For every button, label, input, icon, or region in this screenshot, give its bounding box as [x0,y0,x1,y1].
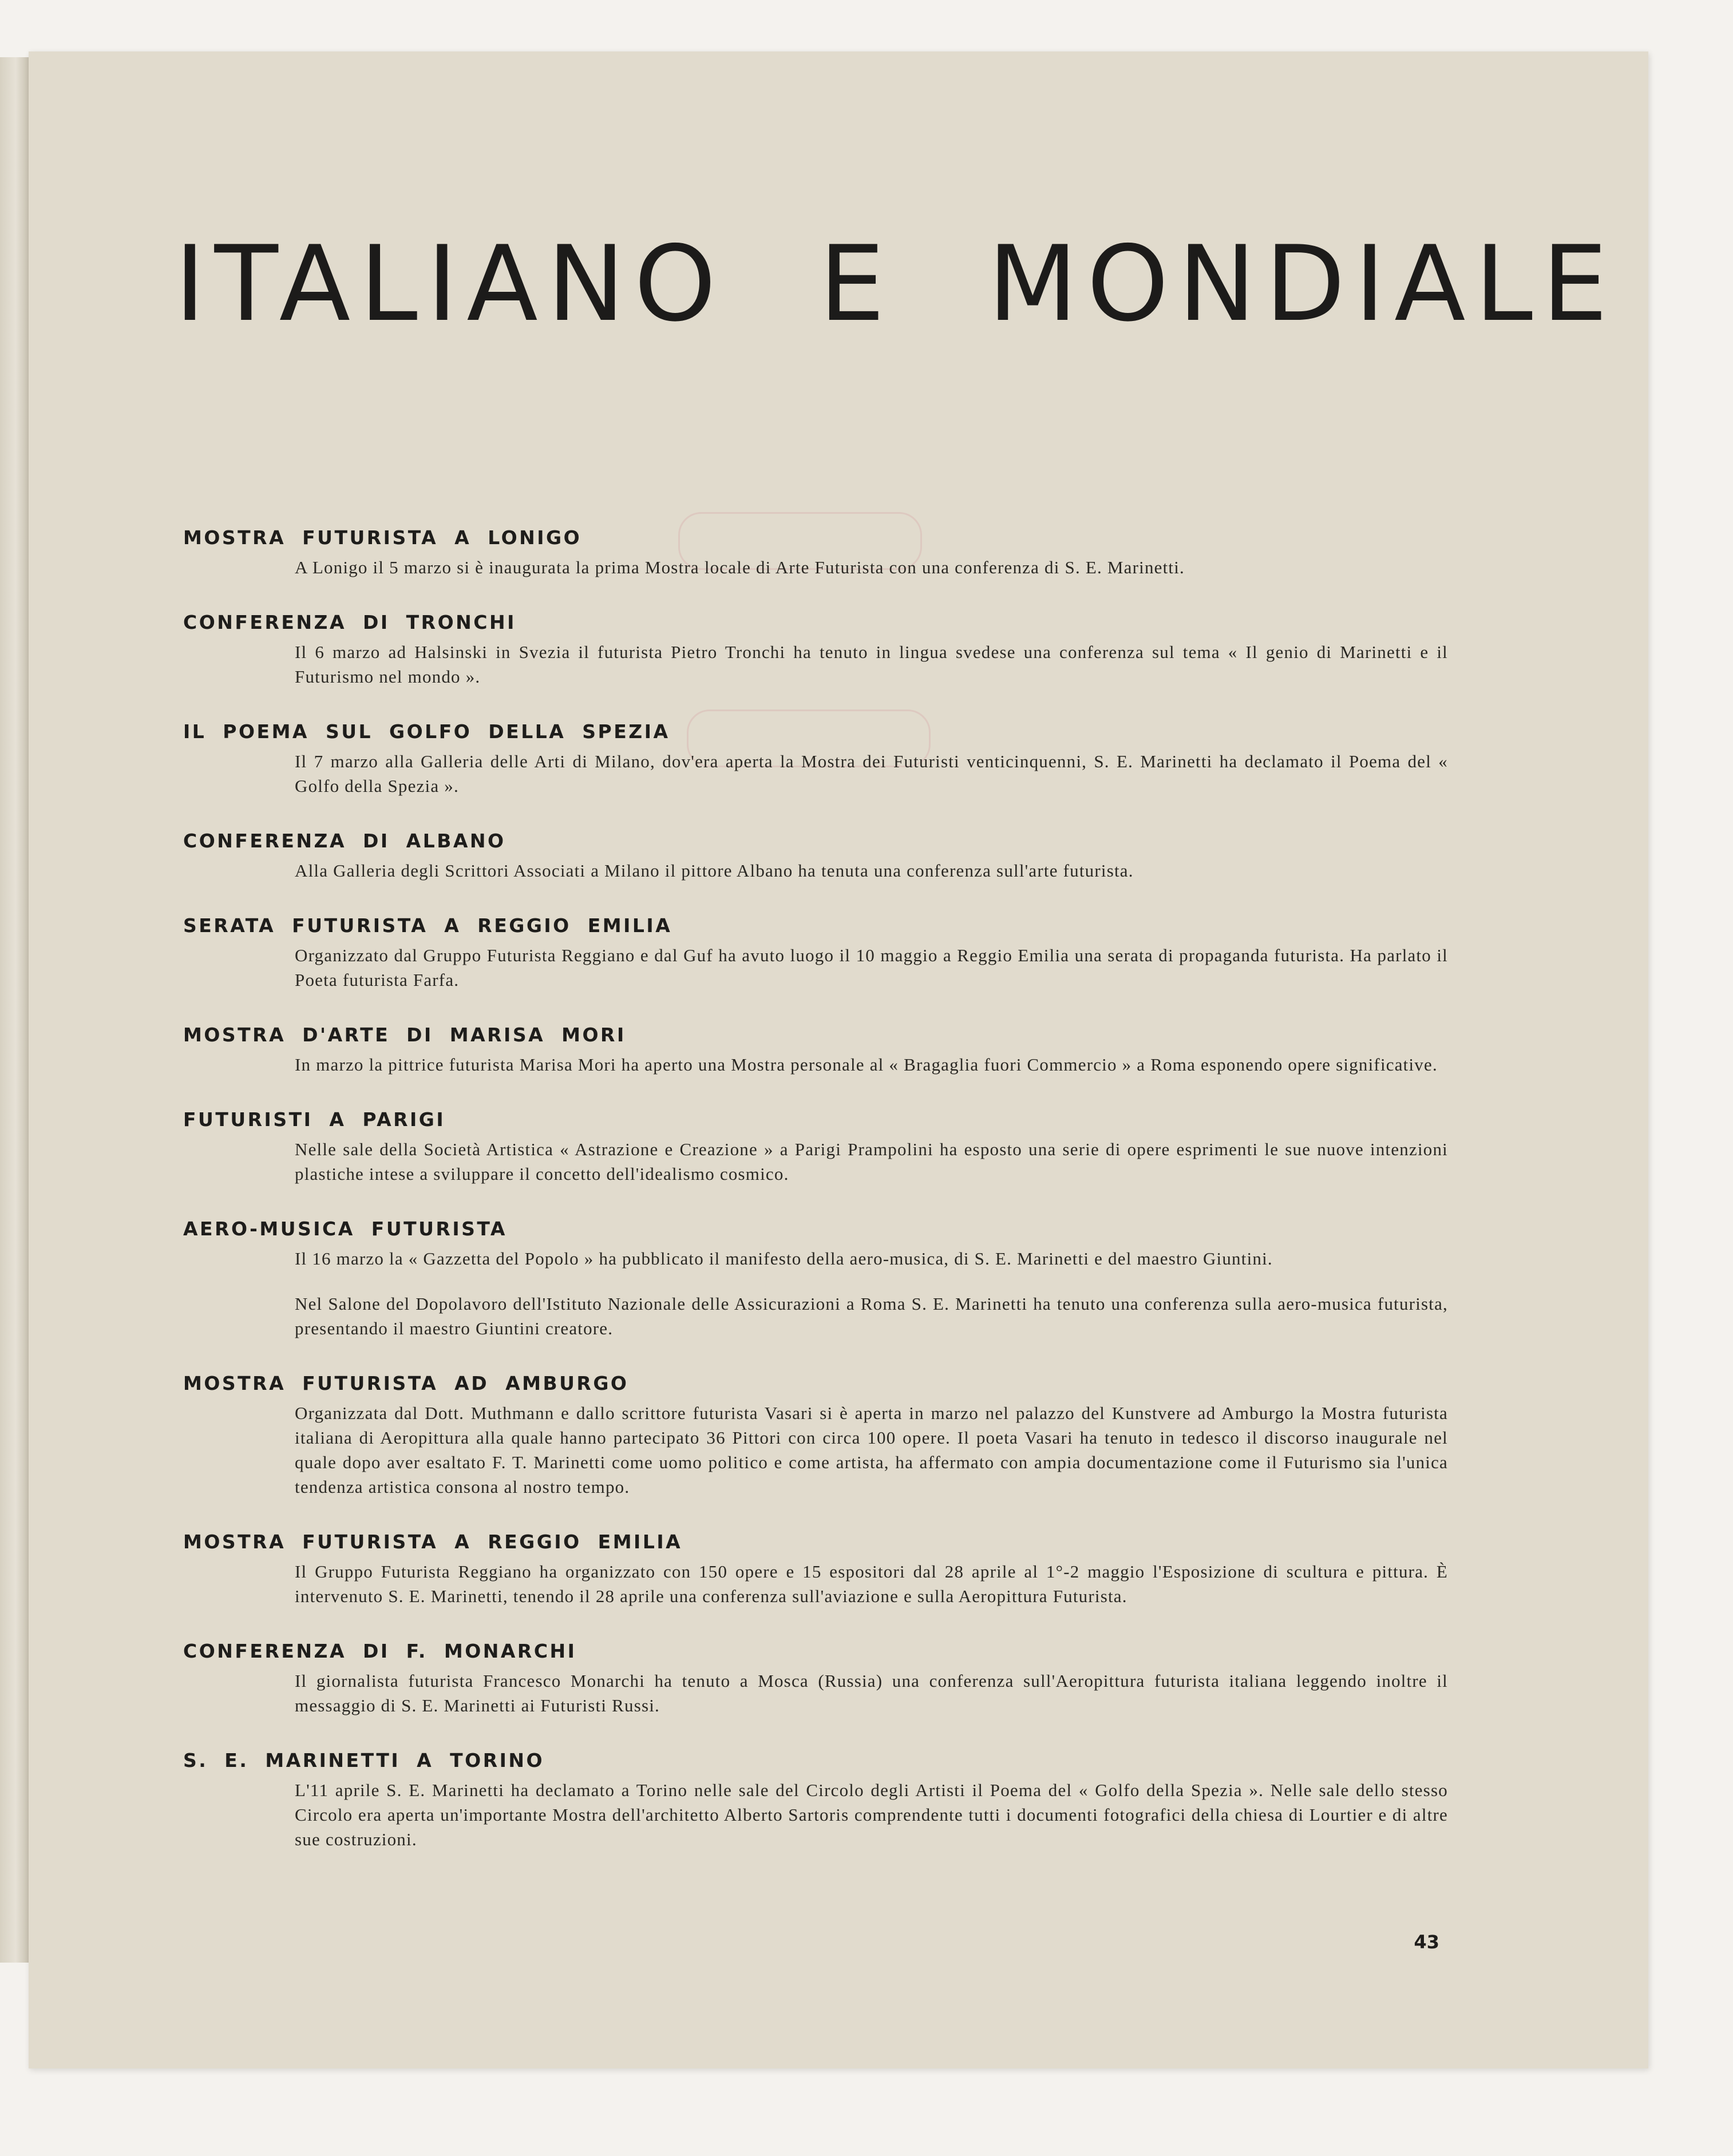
entry-heading: SERATA FUTURISTA A REGGIO EMILIA [183,914,672,937]
news-list [183,525,1448,1882]
entry-text: Organizzata dal Dott. Muthmann e dallo scrittore futurista Vasari si è aperta in marzo nel palazzo del Kunstvere ad Amburgo la Mostra futurista italiana di Aeropittura alla quale hanno partecipato 36 Pittori con circa 100 opere. Il poeta Vasari ha tenuto in tedesco il discorso inaugurale nel quale dopo aver esaltato F. T. Marinetti come uomo politico e come artista, ha affermato con ampia documentazione come il Futurismo sia l'unica tendenza artistica consona al nostro tempo. [295,1403,1448,1497]
entry-heading: CONFERENZA DI F. MONARCHI [183,1640,577,1662]
entry-text: Il Gruppo Futurista Reggiano ha organizzato con 150 opere e 15 espositori dal 28 aprile al 1°-2 maggio l'Esposizione di scultura e pittura. È intervenuto S. E. Marinetti, tenendo il 28 aprile una conferenza sull'aviazione e sulla Aeropittura Futurista. [295,1561,1448,1606]
news-entry [183,610,1448,689]
news-entry [183,1639,1448,1718]
entry-heading: CONFERENZA DI ALBANO [183,830,506,852]
entry-heading: S. E. MARINETTI A TORINO [183,1749,545,1771]
entry-heading: IL POEMA SUL GOLFO DELLA SPEZIA [183,720,670,743]
news-entry [183,1529,1448,1608]
news-entry [183,525,1448,580]
entry-text: Organizzato dal Gruppo Futurista Reggiano e dal Guf ha avuto luogo il 10 maggio a Reggio Emilia una serata di propaganda futurista. Ha parlato il Poeta futurista Farfa. [295,945,1448,990]
entry-text: A Lonigo il 5 marzo si è inaugurata la prima Mostra locale di Arte Futurista con una conferenza di S. E. Marinetti. [295,557,1185,577]
entry-text: Il giornalista futurista Francesco Monarchi ha tenuto a Mosca (Russia) una conferenza sull'Aeropittura futurista italiana leggendo inoltre il messaggio di S. E. Marinetti ai Futuristi Russi. [295,1671,1448,1715]
entry-text: Nel Salone del Dopolavoro dell'Istituto Nazionale delle Assicurazioni a Roma S. E. Marinetti ha tenuto una conferenza sulla aero-musica futurista, presentando il maestro Giuntini creatore. [295,1294,1448,1338]
entry-heading: FUTURISTI A PARIGI [183,1108,446,1131]
news-entry [183,1748,1448,1852]
adjacent-page-edge [0,57,29,1963]
entry-heading: MOSTRA FUTURISTA A LONIGO [183,526,582,549]
page-title: ITALIANO E MONDIALE [175,223,1617,344]
entry-text: Alla Galleria degli Scrittori Associati a Milano il pittore Albano ha tenuta una conferenza sull'arte futurista. [295,861,1134,881]
news-entry [183,1371,1448,1499]
entry-text: Il 16 marzo la « Gazzetta del Popolo » ha pubblicato il manifesto della aero-musica, di S. E. Marinetti e del maestro Giuntini. [295,1249,1273,1269]
entry-text: Nelle sale della Società Artistica « Astrazione e Creazione » a Parigi Prampolini ha esposto una serie di opere esprimenti le sue nuove intenzioni plastiche intese a sviluppare il concetto dell'idealismo cosmico. [295,1139,1448,1184]
entry-text: Il 7 marzo alla Galleria delle Arti di Milano, dov'era aperta la Mostra dei Futuristi venticinquenni, S. E. Marinetti ha declamato il Poema del « Golfo della Spezia ». [295,751,1448,796]
entry-heading: MOSTRA FUTURISTA AD AMBURGO [183,1372,629,1394]
news-entry [183,1216,1448,1341]
entry-heading: MOSTRA FUTURISTA A REGGIO EMILIA [183,1531,683,1553]
news-entry [183,829,1448,883]
entry-heading: CONFERENZA DI TRONCHI [183,611,516,633]
news-entry [183,1022,1448,1077]
entry-text: In marzo la pittrice futurista Marisa Mori ha aperto una Mostra personale al « Bragaglia fuori Commercio » a Roma esponendo opere significative. [295,1055,1438,1075]
entry-heading: AERO-MUSICA FUTURISTA [183,1218,507,1240]
entry-text: L'11 aprile S. E. Marinetti ha declamato a Torino nelle sale del Circolo degli Artisti il Poema del « Golfo della Spezia ». Nelle sale dello stesso Circolo era aperta un'importante Mostra dell'architetto Alberto Sartoris comprendente tutti i documenti fotografici della chiesa di Lourtier e di altre sue costruzioni. [295,1780,1448,1849]
entry-heading: MOSTRA D'ARTE DI MARISA MORI [183,1024,626,1046]
news-entry [183,1107,1448,1186]
news-entry [183,719,1448,798]
news-entry [183,913,1448,992]
page-number: 43 [1414,1931,1439,1953]
entry-text: Il 6 marzo ad Halsinski in Svezia il futurista Pietro Tronchi ha tenuto in lingua svedese una conferenza sul tema « Il genio di Marinetti e il Futurismo nel mondo ». [295,642,1448,687]
